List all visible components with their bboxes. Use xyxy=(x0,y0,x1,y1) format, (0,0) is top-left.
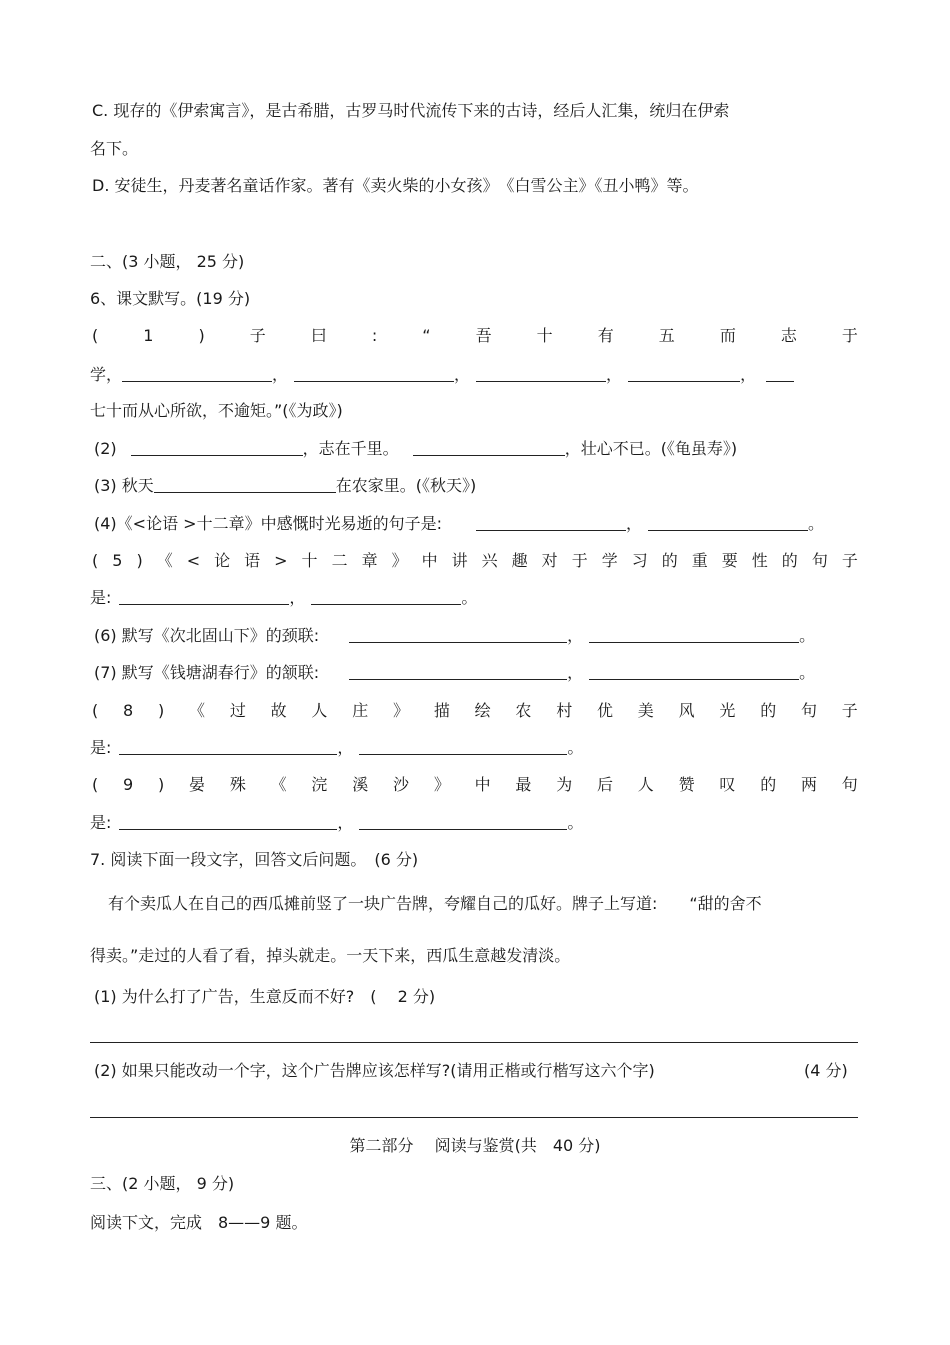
q6-9-comma: ， xyxy=(337,813,354,832)
q6-8-char: 优 xyxy=(597,701,614,720)
q6-1-char: 子 xyxy=(249,326,266,345)
q7-question-2-score: (4 分) xyxy=(804,1061,848,1080)
q7-1-answer-line[interactable] xyxy=(90,1042,858,1043)
q6-5-char: 于 xyxy=(571,551,588,570)
q6-5-char: ) xyxy=(136,551,143,570)
q6-1-start: 学， xyxy=(90,365,123,384)
q6-8-char: 村 xyxy=(556,701,573,720)
q6-9-char: 赞 xyxy=(678,775,695,794)
q6-8-char: 过 xyxy=(229,701,246,720)
q6-1-answer-line xyxy=(90,364,794,386)
q6-9-char: 最 xyxy=(515,775,532,794)
q6-5-answer-line xyxy=(90,587,477,609)
q6-4-line xyxy=(94,513,824,535)
q6-5-char: ( xyxy=(92,551,99,570)
q6-5-start: 是: xyxy=(90,588,112,607)
q6-1-comma-2: ， xyxy=(454,365,471,384)
q6-5-line xyxy=(92,550,858,572)
q6-8-comma: ， xyxy=(337,738,354,757)
q7-question-1: (1) 为什么打了广告，生意反而不好? ( 2 分) xyxy=(94,987,436,1006)
q6-8-char: 故 xyxy=(270,701,287,720)
q6-8-char: 的 xyxy=(760,701,777,720)
q6-6-blank-1[interactable] xyxy=(349,626,567,643)
q6-9-char: 浣 xyxy=(311,775,328,794)
q6-5-char: 中 xyxy=(421,551,438,570)
q6-9-char: 两 xyxy=(800,775,817,794)
q6-8-char: 句 xyxy=(800,701,817,720)
q6-7-line xyxy=(94,662,815,684)
q6-5-char: 二 xyxy=(331,551,348,570)
q7-paragraph-2: 得卖。”走过的人看了看，掉头就走。一天下来，西瓜生意越发清淡。 xyxy=(90,946,571,965)
q6-6-blank-2[interactable] xyxy=(589,626,799,643)
q6-1-end: 七十而从心所欲，不逾矩。”(《为政》) xyxy=(90,401,343,420)
q6-3-end: 在农家里。(《秋天》) xyxy=(335,476,477,495)
q6-1-blank-1[interactable] xyxy=(122,365,272,382)
q6-4-label: (4)《<论语 >十二章》中感慨时光易逝的句子是: xyxy=(94,514,442,533)
q6-8-char: 绘 xyxy=(474,701,491,720)
q6-9-char: 《 xyxy=(270,775,287,794)
q6-2-label: (2) xyxy=(94,439,117,458)
q6-8-answer-line xyxy=(90,737,583,759)
q6-5-char: 习 xyxy=(631,551,648,570)
q6-1-char: 曰 xyxy=(310,326,327,345)
q6-6-line xyxy=(94,625,815,647)
option-c-line2: 名下。 xyxy=(90,139,139,158)
q6-9-char: 9 xyxy=(123,775,134,794)
q6-5-char: 句 xyxy=(811,551,828,570)
q6-4-end: 。 xyxy=(807,514,824,533)
q6-5-blank-2[interactable] xyxy=(311,588,461,605)
q6-5-char: 论 xyxy=(214,551,231,570)
q6-3-line xyxy=(94,475,476,497)
q6-8-char: 光 xyxy=(719,701,736,720)
q6-6-comma: ， xyxy=(567,626,584,645)
q6-3-label: (3) 秋天 xyxy=(94,476,154,495)
q6-9-char: 殊 xyxy=(229,775,246,794)
q6-9-char: 》 xyxy=(433,775,450,794)
q6-1-blank-2[interactable] xyxy=(294,365,454,382)
q6-2-blank-2[interactable] xyxy=(413,439,565,456)
q6-1-char: 五 xyxy=(658,326,675,345)
q6-1-char: 有 xyxy=(597,326,614,345)
q6-8-blank-2[interactable] xyxy=(359,738,567,755)
q6-4-blank-1[interactable] xyxy=(476,514,626,531)
q6-4-blank-2[interactable] xyxy=(648,514,808,531)
q6-8-char: 人 xyxy=(311,701,328,720)
q6-9-char: 晏 xyxy=(189,775,206,794)
q7-title: 7. 阅读下面一段文字，回答文后问题。 (6 分) xyxy=(90,850,419,869)
q6-8-line xyxy=(92,700,858,722)
q6-1-char: ( xyxy=(92,326,99,345)
q6-1-blank-3[interactable] xyxy=(476,365,606,382)
reading-instruction: 阅读下文，完成 8——9 题。 xyxy=(90,1213,308,1232)
q6-5-char: 学 xyxy=(601,551,618,570)
q6-5-char: 的 xyxy=(781,551,798,570)
q6-1-char: : xyxy=(371,326,378,345)
q6-8-end: 。 xyxy=(567,738,584,757)
q6-9-line xyxy=(92,774,858,796)
q6-5-char: < xyxy=(186,551,201,570)
q6-5-blank-1[interactable] xyxy=(119,588,289,605)
q6-5-char: 趣 xyxy=(511,551,528,570)
q6-1-blank-5[interactable] xyxy=(766,365,794,382)
q6-9-char: 后 xyxy=(597,775,614,794)
q6-1-blank-4[interactable] xyxy=(628,365,740,382)
q6-5-char: 十 xyxy=(301,551,318,570)
q6-9-start: 是: xyxy=(90,813,112,832)
part2-title: 第二部分 阅读与鉴赏(共 40 分) xyxy=(349,1136,601,1155)
q6-5-char: 语 xyxy=(244,551,261,570)
q6-1-char: 于 xyxy=(841,326,858,345)
q6-6-end: 。 xyxy=(799,626,816,645)
q6-8-char: 8 xyxy=(123,701,134,720)
q6-4-comma: ， xyxy=(625,514,642,533)
q6-9-char: 中 xyxy=(474,775,491,794)
q6-8-start: 是: xyxy=(90,738,112,757)
q6-9-end: 。 xyxy=(567,813,584,832)
q6-7-end: 。 xyxy=(799,663,816,682)
q6-8-char: ( xyxy=(92,701,99,720)
q6-8-char: 农 xyxy=(515,701,532,720)
q6-1-comma-4: ， xyxy=(740,365,757,384)
q6-2-end: ，壮心不已。(《龟虽寿》) xyxy=(564,439,738,458)
q6-5-char: 性 xyxy=(751,551,768,570)
q6-title: 6、课文默写。(19 分) xyxy=(90,289,251,308)
q6-5-char: 对 xyxy=(541,551,558,570)
section2-heading: 二、(3 小题， 25 分) xyxy=(90,252,245,271)
q6-8-char: ) xyxy=(158,701,165,720)
q6-1-char: 1 xyxy=(143,326,154,345)
q6-5-end: 。 xyxy=(461,588,478,607)
q6-8-char: 》 xyxy=(393,701,410,720)
q6-1-comma-3: ， xyxy=(606,365,623,384)
q6-1-char: 志 xyxy=(780,326,797,345)
q6-1-comma-1: ， xyxy=(272,365,289,384)
q6-8-char: 风 xyxy=(678,701,695,720)
q6-5-char: 兴 xyxy=(481,551,498,570)
q7-2-answer-line[interactable] xyxy=(90,1117,858,1118)
q6-7-comma: ， xyxy=(567,663,584,682)
q6-2-blank-1[interactable] xyxy=(131,439,303,456)
q6-3-blank[interactable] xyxy=(154,476,336,493)
q6-1-char: “ xyxy=(422,326,431,345)
q6-5-char: 的 xyxy=(661,551,678,570)
q7-paragraph-1: 有个卖瓜人在自己的西瓜摊前竖了一块广告牌，夸耀自己的瓜好。牌子上写道: “甜的舍不 xyxy=(108,894,762,913)
q6-1-char: 而 xyxy=(719,326,736,345)
q6-9-char: 叹 xyxy=(719,775,736,794)
q6-9-char: 为 xyxy=(556,775,573,794)
q6-7-label: (7) 默写《钱塘湖春行》的颔联: xyxy=(94,663,320,682)
q6-9-char: ( xyxy=(92,775,99,794)
q6-9-char: 沙 xyxy=(393,775,410,794)
q6-7-blank-1[interactable] xyxy=(349,663,567,680)
q6-5-char: > xyxy=(274,551,288,570)
section3-heading: 三、(2 小题， 9 分) xyxy=(90,1174,235,1193)
q6-9-char: 人 xyxy=(637,775,654,794)
q6-5-comma: ， xyxy=(289,588,306,607)
q6-7-blank-2[interactable] xyxy=(589,663,799,680)
q6-1-line xyxy=(92,325,858,347)
q6-9-blank-1[interactable] xyxy=(119,813,337,830)
option-d-line: D. 安徒生，丹麦著名童话作家。著有《卖火柴的小女孩》 《白雪公主》《丑小鸭》等。 xyxy=(92,176,699,195)
q6-8-char: 庄 xyxy=(352,701,369,720)
q6-5-char: 5 xyxy=(112,551,123,570)
q6-5-char: 子 xyxy=(841,551,858,570)
option-c-line1: C. 现存的《伊索寓言》，是古希腊，古罗马时代流传下来的古诗，经后人汇集，统归在伊索 xyxy=(92,101,730,120)
q6-9-char: 的 xyxy=(760,775,777,794)
q6-9-char: ) xyxy=(158,775,165,794)
q6-8-char: 《 xyxy=(189,701,206,720)
q6-8-char: 描 xyxy=(433,701,450,720)
q6-2-mid: ，志在千里。 xyxy=(302,439,399,458)
q6-6-label: (6) 默写《次北固山下》的颈联: xyxy=(94,626,320,645)
q6-8-char: 子 xyxy=(841,701,858,720)
q6-8-char: 美 xyxy=(637,701,654,720)
q6-1-char: ) xyxy=(198,326,205,345)
q6-8-blank-1[interactable] xyxy=(119,738,337,755)
q6-1-char: 十 xyxy=(536,326,553,345)
q6-5-char: 讲 xyxy=(451,551,468,570)
q6-5-char: 要 xyxy=(721,551,738,570)
q6-9-char: 句 xyxy=(841,775,858,794)
q6-9-blank-2[interactable] xyxy=(359,813,567,830)
q7-question-2: (2) 如果只能改动一个字，这个广告牌应该怎样写?(请用正楷或行楷写这六个字) xyxy=(94,1061,655,1080)
q6-5-char: 重 xyxy=(691,551,708,570)
q6-5-char: 》 xyxy=(391,551,408,570)
q6-5-char: 《 xyxy=(156,551,173,570)
q6-5-char: 章 xyxy=(361,551,378,570)
q6-1-char: 吾 xyxy=(475,326,492,345)
q6-2-line xyxy=(94,438,737,460)
q6-9-char: 溪 xyxy=(352,775,369,794)
q6-9-answer-line xyxy=(90,812,583,834)
